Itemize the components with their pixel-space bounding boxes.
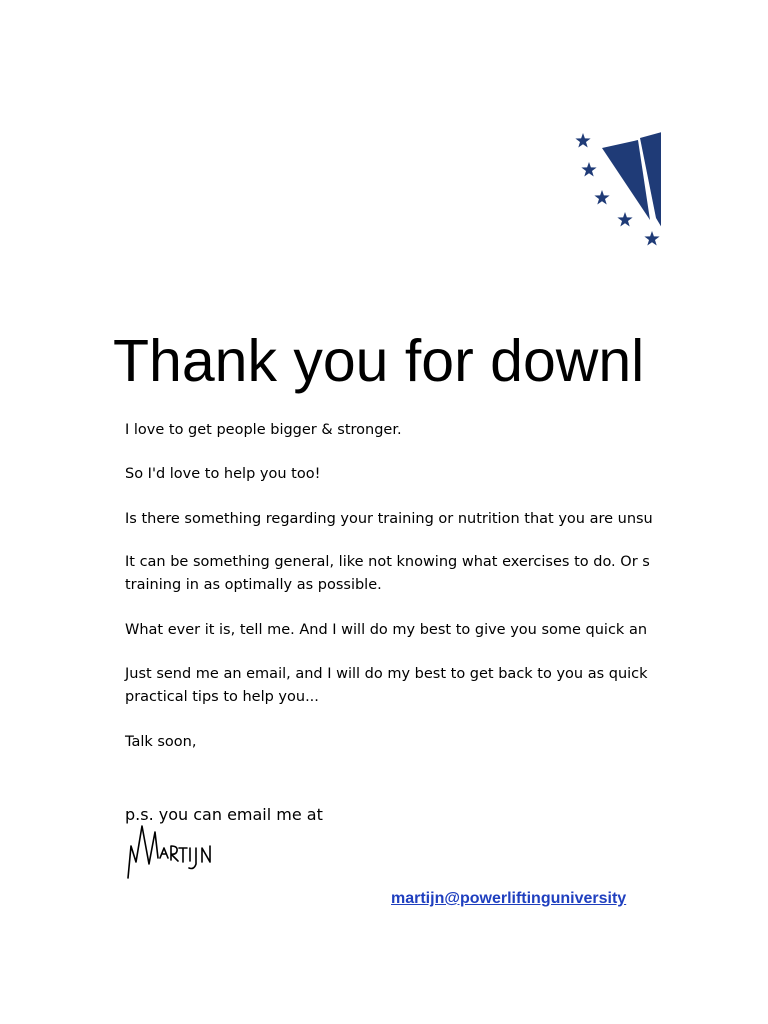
triangle-shape [602, 140, 650, 220]
paragraph-sign-off [125, 731, 196, 754]
star-icon [644, 231, 659, 246]
paragraph-line: practical tips to help you... [125, 689, 319, 705]
handwritten-signature-icon [122, 818, 222, 884]
paragraph-line: Just send me an email, and I will do my best to get back to you as quick [125, 666, 648, 682]
paragraph-send-email [125, 663, 648, 709]
stars-and-triangle-logo-icon [570, 128, 661, 258]
paragraph-general [125, 551, 650, 597]
paragraph-line: Talk soon, [125, 734, 197, 750]
paragraph-line: So I'd love to help you too! [125, 466, 321, 482]
paragraph-line: I love to get people bigger & stronger. [125, 422, 402, 438]
paragraph-question [125, 508, 653, 531]
star-icon [581, 162, 596, 177]
page-heading: Thank you for downl [113, 328, 645, 394]
paragraph-line: training in as optimally as possible. [125, 577, 382, 593]
star-icon [594, 190, 609, 205]
paragraph-intro [125, 419, 402, 442]
star-icon [575, 133, 590, 148]
paragraph-line: What ever it is, tell me. And I will do my best to give you some quick an [125, 622, 648, 638]
paragraph-line: It can be something general, like not knowing what exercises to do. Or s [125, 554, 650, 570]
postscript-text: p.s. you can email me at [125, 805, 323, 824]
paragraph-line: Is there something regarding your training or nutrition that you are unsu [125, 511, 653, 527]
paragraph-tell-me [125, 619, 647, 642]
star-icon [617, 212, 632, 227]
email-link[interactable]: martijn@powerliftinguniversity [391, 890, 627, 907]
paragraph-help [125, 463, 320, 486]
